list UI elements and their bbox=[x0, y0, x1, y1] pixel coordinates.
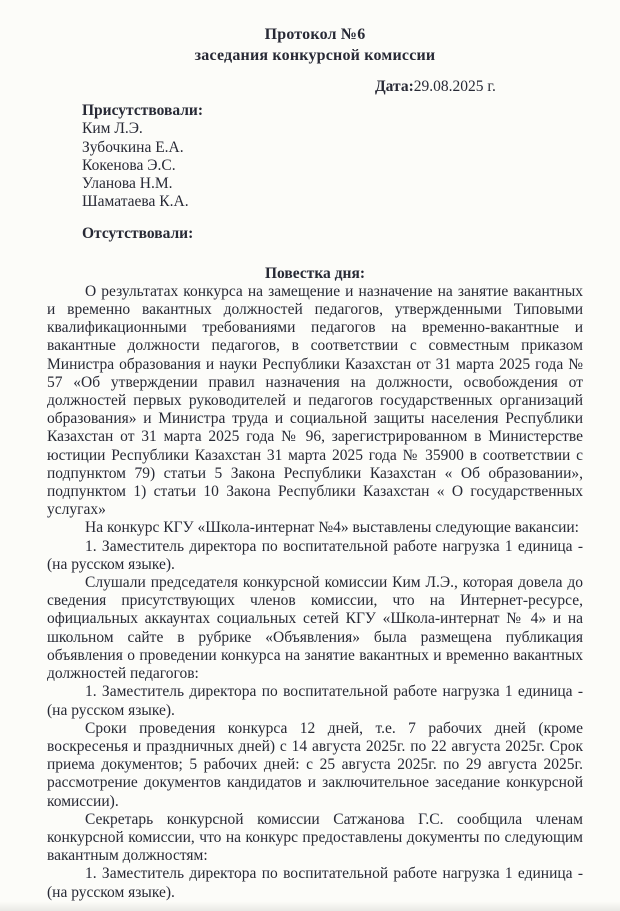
present-heading: Присутствовали: bbox=[82, 102, 204, 120]
paragraph-vacancies-intro: На конкурс КГУ «Школа-интернат №4» выставлены следующие вакансии: bbox=[85, 519, 579, 537]
present-name-5: Шаматаева К.А. bbox=[82, 193, 189, 211]
document-title-line-2: заседания конкурсной комиссии bbox=[194, 47, 436, 64]
paragraph-vacancy-item-3: 1. Заместитель директора по воспитательной работе нагрузка 1 единица - (на русском языке). bbox=[47, 865, 583, 901]
paragraph-agenda-body: О результатах конкурса на замещение и назначение на занятие вакантных и временно вакантных должностей педагогов, утвержденными Типовыми квалификационными требованиями педагогов на временно-вакантные и вакантные должности педагогов, в соответствии с совместным приказом Министра образования и науки Республики Казахстан от 31 марта 2025 года № 57 «Об утверждении правил назначения на должности, освобождения от должностей первых руководителей и педагогов государственных организаций образования» и Министра труда и социальной защиты населения Республики Казахстан от 31 марта 2025 года № 96, зарегистрированном в Министерстве юстиции Республики Казахстан 31 марта 2025 года № 35900 в соответствии с подпунктом 79) статьи 5 Закона Республики Казахстан « Об образовании», подпунктом 1) статьи 10 Закона Республики Казахстан « О государственных услугах» bbox=[47, 282, 583, 519]
date-value: 29.08.2025 г. bbox=[413, 78, 496, 95]
paragraph-vacancy-item-2: 1. Заместитель директора по воспитательной работе нагрузка 1 единица - (на русском языке). bbox=[47, 683, 583, 719]
paragraph-chairperson-report: Слушали председателя конкурсной комиссии Ким Л.Э., которая довела до сведения присутствующих членов комиссии, что на Интернет-ресурсе, официальных аккаунтах социальных сетей КГУ «Школа-интернат № 4» и на школьном сайте в рубрике «Объявления» была размещена публикация объявления о проведении конкурса на занятие вакантных и временно вакантных должностей педагогов: bbox=[47, 574, 583, 683]
present-name-3: Кокенова Э.С. bbox=[82, 156, 176, 174]
date-label: Дата: bbox=[375, 78, 414, 95]
document-title-line-1: Протокол №6 bbox=[264, 26, 366, 43]
paragraph-competition-terms: Сроки проведения конкурса 12 дней, т.е. 7 рабочих дней (кроме воскресенья и праздничных дней) с 14 августа 2025г. по 22 августа 2025г. Срок приема документов; 5 рабочих дней: с 25 августа 2025г. по 29 августа 2025г. рассмотрение документов кандидатов и заключительное заседание конкурсной комиссии). bbox=[47, 719, 583, 810]
present-name-2: Зубочкина Е.А. bbox=[82, 138, 184, 156]
present-name-4: Уланова Н.М. bbox=[82, 175, 173, 193]
paragraph-vacancy-item-1: 1. Заместитель директора по воспитательной работе нагрузка 1 единица - (на русском языке). bbox=[47, 537, 583, 573]
paragraph-secretary-report: Секретарь конкурсной комиссии Сатжанова Г.С. сообщила членам конкурсной комиссии, что на конкурс предоставлены документы по следующим вакантным должностям: bbox=[47, 810, 583, 865]
date-line bbox=[47, 78, 583, 96]
agenda-heading: Повестка дня: bbox=[265, 264, 365, 282]
present-name-1: Ким Л.Э. bbox=[82, 120, 143, 138]
absent-heading: Отсутствовали: bbox=[82, 225, 194, 243]
